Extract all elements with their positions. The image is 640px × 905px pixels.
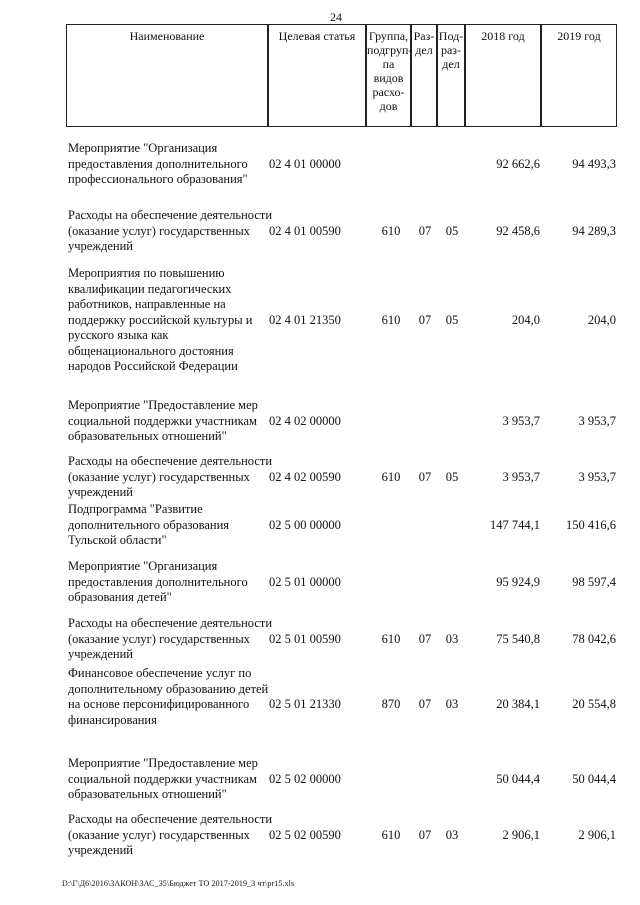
row-value-2019: 3 953,7 — [578, 470, 616, 484]
row-code: 02 5 02 00590 — [269, 828, 341, 842]
row-group: 610 — [381, 828, 401, 842]
row-value-2019: 94 493,3 — [572, 157, 616, 171]
row-value-2018: 50 044,4 — [496, 772, 540, 786]
row-value-2018: 92 458,6 — [496, 224, 540, 238]
row-code: 02 5 01 00590 — [269, 632, 341, 646]
row-name: Расходы на обеспечение деятельности (оказание услуг) государственных учреждений — [68, 616, 273, 661]
row-value-2018: 2 906,1 — [502, 828, 540, 842]
row-value-2019: 98 597,4 — [572, 575, 616, 589]
row-group: 610 — [381, 632, 401, 646]
row-code: 02 5 01 00000 — [269, 575, 341, 589]
row-value-2018: 92 662,6 — [496, 157, 540, 171]
row-group: 870 — [381, 697, 401, 711]
row-name: Мероприятие "Предоставление мер социальной поддержки участникам образовательных отношений" — [68, 398, 258, 443]
row-value-2018: 3 953,7 — [502, 470, 540, 484]
header-section: Раз- дел — [411, 24, 437, 127]
row-subsection: 03 — [445, 828, 459, 842]
row-value-2019: 20 554,8 — [572, 697, 616, 711]
row-value-2019: 50 044,4 — [572, 772, 616, 786]
row-group: 610 — [381, 470, 401, 484]
header-group: Группа, подгруп- па видов расхо- дов — [366, 24, 411, 127]
row-code: 02 4 01 21350 — [269, 313, 341, 327]
row-value-2018: 95 924,9 — [496, 575, 540, 589]
row-section: 07 — [418, 224, 432, 238]
row-value-2018: 75 540,8 — [496, 632, 540, 646]
row-value-2019: 78 042,6 — [572, 632, 616, 646]
row-subsection: 05 — [445, 313, 459, 327]
header-name: Наименование — [66, 24, 268, 127]
row-code: 02 5 01 21330 — [269, 697, 341, 711]
row-section: 07 — [418, 632, 432, 646]
row-value-2019: 2 906,1 — [578, 828, 616, 842]
row-value-2019: 3 953,7 — [578, 414, 616, 428]
row-name: Мероприятие "Организация предоставления дополнительного профессионального образования" — [68, 141, 248, 186]
row-code: 02 4 01 00590 — [269, 224, 341, 238]
header-target: Целевая статья — [268, 24, 366, 127]
row-name: Мероприятие "Организация предоставления дополнительного образования детей" — [68, 559, 248, 604]
file-path-footer: D:\Г\Д6\2016\ЗАКОН\ЗАС_35\Бюджет ТО 2017-2019_3 чт\pr15.xls — [62, 879, 295, 888]
row-group: 610 — [381, 224, 401, 238]
row-name: Финансовое обеспечение услуг по дополнительному образованию детей на основе персонифицированного финансирования — [68, 666, 269, 727]
row-section: 07 — [418, 697, 432, 711]
row-name: Расходы на обеспечение деятельности (оказание услуг) государственных учреждений — [68, 208, 273, 253]
row-group: 610 — [381, 313, 401, 327]
row-name: Подпрограмма "Развитие дополнительного образования Тульской области" — [68, 502, 230, 547]
row-value-2018: 204,0 — [511, 313, 540, 327]
row-code: 02 5 02 00000 — [269, 772, 341, 786]
row-value-2019: 204,0 — [587, 313, 616, 327]
row-subsection: 05 — [445, 470, 459, 484]
row-code: 02 4 01 00000 — [269, 157, 341, 171]
row-code: 02 4 02 00590 — [269, 470, 341, 484]
row-name: Мероприятие "Предоставление мер социальной поддержки участникам образовательных отношений" — [68, 756, 258, 801]
row-name: Расходы на обеспечение деятельности (оказание услуг) государственных учреждений — [68, 812, 273, 857]
header-2019: 2019 год — [541, 24, 617, 127]
header-subsection: Под- раз- дел — [437, 24, 465, 127]
row-name: Расходы на обеспечение деятельности (оказание услуг) государственных учреждений — [68, 454, 273, 499]
row-value-2018: 20 384,1 — [496, 697, 540, 711]
row-subsection: 05 — [445, 224, 459, 238]
header-2018: 2018 год — [465, 24, 541, 127]
page-number: 24 — [330, 10, 342, 24]
row-code: 02 4 02 00000 — [269, 414, 341, 428]
row-value-2018: 147 744,1 — [490, 518, 540, 532]
row-section: 07 — [418, 470, 432, 484]
row-subsection: 03 — [445, 697, 459, 711]
row-section: 07 — [418, 313, 432, 327]
row-value-2018: 3 953,7 — [502, 414, 540, 428]
row-name: Мероприятия по повышению квалификации педагогических работников, направленные на поддержку российской культуры и русского языка как общенационального достояния народов Российской Федерации — [68, 266, 253, 373]
row-subsection: 03 — [445, 632, 459, 646]
row-code: 02 5 00 00000 — [269, 518, 341, 532]
row-value-2019: 150 416,6 — [566, 518, 616, 532]
row-section: 07 — [418, 828, 432, 842]
row-value-2019: 94 289,3 — [572, 224, 616, 238]
